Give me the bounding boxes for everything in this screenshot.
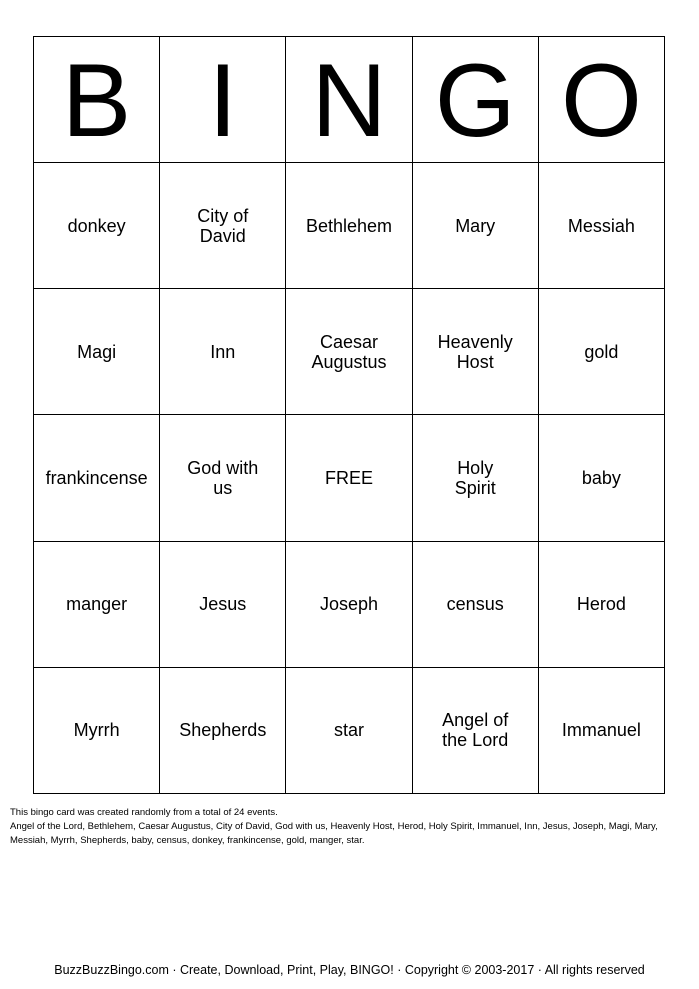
notes-summary: This bingo card was created randomly from a total of 24 events.	[10, 807, 278, 818]
bingo-cell: God with us	[160, 415, 286, 541]
bingo-cell: baby	[539, 415, 665, 541]
bingo-cell: Herod	[539, 542, 665, 668]
bingo-cell: Mary	[413, 163, 539, 289]
free-space-cell: FREE	[286, 415, 412, 541]
header-letter-g: G	[413, 37, 539, 163]
bingo-cell: Magi	[34, 289, 160, 415]
bingo-cell: Bethlehem	[286, 163, 412, 289]
card-notes	[10, 806, 690, 848]
page-footer: BuzzBuzzBingo.com · Create, Download, Print, Play, BINGO! · Copyright © 2003-2017 · All rights reserved	[54, 963, 645, 977]
bingo-cell: Messiah	[539, 163, 665, 289]
header-letter-b: B	[34, 37, 160, 163]
bingo-cell: Shepherds	[160, 668, 286, 794]
bingo-cell: manger	[34, 542, 160, 668]
bingo-cell: Jesus	[160, 542, 286, 668]
bingo-cell: Myrrh	[34, 668, 160, 794]
header-letter-i: I	[160, 37, 286, 163]
bingo-cell: Holy Spirit	[413, 415, 539, 541]
header-letter-o: O	[539, 37, 665, 163]
bingo-cell: census	[413, 542, 539, 668]
bingo-card	[33, 36, 665, 794]
bingo-cell: donkey	[34, 163, 160, 289]
bingo-cell: Joseph	[286, 542, 412, 668]
bingo-cell: City of David	[160, 163, 286, 289]
bingo-cell: Immanuel	[539, 668, 665, 794]
notes-word-list-continued: Messiah, Myrrh, Shepherds, baby, census, donkey, frankincense, gold, manger, star.	[10, 835, 365, 846]
header-letter-n: N	[286, 37, 412, 163]
notes-word-list: Angel of the Lord, Bethlehem, Caesar Augustus, City of David, God with us, Heavenly Host, Herod, Holy Spirit, Immanuel, Inn, Jesus, Joseph, Magi, Mary,	[10, 821, 658, 832]
bingo-cell: Caesar Augustus	[286, 289, 412, 415]
bingo-cell: frankincense	[34, 415, 160, 541]
bingo-cell: star	[286, 668, 412, 794]
bingo-cell: gold	[539, 289, 665, 415]
bingo-cell: Heavenly Host	[413, 289, 539, 415]
bingo-cell: Angel of the Lord	[413, 668, 539, 794]
bingo-cell: Inn	[160, 289, 286, 415]
